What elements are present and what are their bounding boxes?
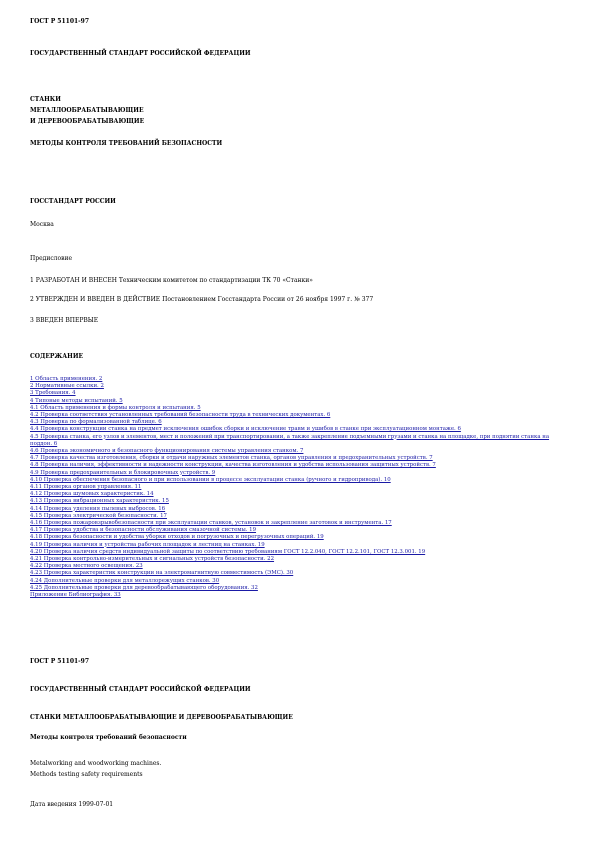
toc-link[interactable]: 4.14 Проверка уделения пылевых выбросов. 16 [30,505,166,512]
toc-link[interactable]: 4.8 Проверка наличия, эффективности и надежности конструкции, качества изготовления и удобства использования защитных устройств. 7 [30,462,436,469]
foreword-item-1: 1 РАЗРАБОТАН И ВНЕСЕН Техническим комитетом по стандартизации ТК 70 «Станки» [30,277,313,284]
toc-link[interactable]: 4.11 Проверка органов управления. 11 [30,484,142,491]
title-line-3: И ДЕРЕВООБРАБАТЫВАЮЩИЕ [30,118,145,125]
toc-link[interactable]: 4.2 Проверка соответствия установленных требований безопасности труда в технических документах. 6 [30,412,331,419]
toc-link[interactable]: 4.20 Проверка наличия средств индивидуальной защиты по соответствию требованиям ГОСТ 12.2.040, ГОСТ 12.2.101, ГОСТ 12.3.001. 19 [30,548,426,555]
toc-link[interactable]: 4.22 Проверка местного освещения. 23 [30,563,143,570]
main-methods: Методы контроля требований безопасности [30,734,187,741]
foreword-item-2: 2 УТВЕРЖДЕН И ВВЕДЕН В ДЕЙСТВИЕ Постановлением Госстандарта России от 26 ноября 1997 г. № 377 [30,296,374,303]
toc-item[interactable] [30,434,565,448]
toc-link[interactable]: 4.10 Проверка обеспечения безопасного и при использовании в процессе эксплуатации станка (ручного и гидропривода). 10 [30,476,391,483]
toc-link[interactable]: 4.15 Проверка электрической безопасности. 17 [30,512,167,519]
toc-link[interactable]: 4.9 Проверка предохранительных и блокировочных устройств. 9 [30,469,216,476]
foreword-heading: Предисловие [30,255,73,262]
toc-item[interactable] [30,484,570,491]
main-doc-number: ГОСТ Р 51101-97 [30,658,90,665]
introduction-date: Дата введения 1999-07-01 [30,801,114,808]
state-standard-heading: ГОСУДАРСТВЕННЫЙ СТАНДАРТ РОССИЙСКОЙ ФЕДЕРАЦИИ [30,50,251,57]
title-line-2: МЕТАЛЛООБРАБАТЫВАЮЩИЕ [30,107,144,114]
toc-item[interactable] [30,462,570,469]
doc-number: ГОСТ Р 51101-97 [30,18,90,25]
toc-item[interactable] [30,426,570,433]
english-title-line-1: Metalworking and woodworking machines. [30,760,162,767]
toc-item[interactable] [30,398,570,405]
toc-link[interactable]: Приложение Библиография. 33 [30,592,121,599]
toc-link[interactable]: 4.5 Проверка станка, его узлов и элементов, мест и положений при транспортировании, а также закрепление подъемными грузами и станка на площадке, при поднятии станка на поддон. 6 [30,433,550,447]
toc-item[interactable] [30,585,570,592]
toc-item[interactable] [30,513,570,520]
toc-item[interactable] [30,542,570,549]
toc-item[interactable] [30,570,570,577]
toc-item[interactable] [30,578,570,585]
title-subtitle: МЕТОДЫ КОНТРОЛЯ ТРЕБОВАНИЙ БЕЗОПАСНОСТИ [30,140,223,147]
toc-item[interactable] [30,383,570,390]
toc-link[interactable]: 4.7 Проверка качества изготовления, сборки и отдачи наружных элементов станка, органов управления и предохранительных устройств. 7 [30,455,433,462]
table-of-contents [30,376,570,599]
toc-link[interactable]: 4.18 Проверка безопасности и удобства уборки отходов и погрузочных и перегрузочных операций. 19 [30,534,324,541]
toc-link[interactable]: 4.13 Проверка вибрационных характеристик. 15 [30,498,169,505]
toc-link[interactable]: 2 Нормативные ссылки. 2 [30,383,104,390]
toc-link[interactable]: 4.6 Проверка экономичного и безопасного функционирования системы управления станком. 7 [30,448,304,455]
title-line-1: СТАНКИ [30,96,61,103]
foreword-item-3: 3 ВВЕДЕН ВПЕРВЫЕ [30,317,99,324]
english-title-line-2: Methods testing safety requirements [30,771,143,778]
toc-item[interactable] [30,534,570,541]
toc-item[interactable] [30,470,570,477]
toc-link[interactable]: 4.17 Проверка удобства и безопасности обслуживания смазочной системы. 19 [30,527,257,534]
toc-item[interactable] [30,477,570,484]
toc-item[interactable] [30,405,570,412]
contents-heading: СОДЕРЖАНИЕ [30,353,84,360]
toc-item[interactable] [30,592,570,599]
toc-link[interactable]: 4.12 Проверка шумовых характеристик. 14 [30,491,154,498]
toc-link[interactable]: 4.24 Дополнительные проверки для металлорежущих станков. 30 [30,577,220,584]
toc-item[interactable] [30,556,570,563]
toc-link[interactable]: 4.16 Проверка пожаровзрывобезопасности при эксплуатации станков, установок и закрепление заготовок и инструмента. 17 [30,520,392,527]
toc-link[interactable]: 3 Требования. 4 [30,390,76,397]
toc-link[interactable]: 4.1 Область применения и формы контроля и испытания. 5 [30,404,201,411]
toc-link[interactable]: 4.25 Дополнительные проверки для деревообрабатывающего оборудования. 32 [30,584,258,591]
toc-link[interactable]: 1 Область применения. 2 [30,376,103,382]
toc-item[interactable] [30,506,570,513]
toc-link[interactable]: 4 Типовые методы испытаний. 5 [30,397,123,404]
toc-item[interactable] [30,498,570,505]
toc-link[interactable]: 4.23 Проверка характеристик конструкции на электромагнитную совместимость (ЭМС). 30 [30,570,294,577]
publisher-city: Москва [30,221,54,228]
publisher-name: ГОССТАНДАРТ РОССИИ [30,198,116,205]
toc-link[interactable]: 4.3 Проверка по формализованной таблице. 6 [30,419,162,426]
toc-link[interactable]: 4.4 Проверка конструкции станка на предмет исключения ошибок сборки и исключение травм и ушибов в станке при эксплуатационном монтаже. 6 [30,426,461,433]
toc-link[interactable]: 4.19 Проверка наличия и устройства рабочих площадок и лестниц на станках. 19 [30,541,265,548]
main-state-standard: ГОСУДАРСТВЕННЫЙ СТАНДАРТ РОССИЙСКОЙ ФЕДЕРАЦИИ [30,686,251,693]
toc-link[interactable]: 4.21 Проверка контрольно-измерительных и сигнальных устройств безопасности. 22 [30,556,275,563]
toc-item[interactable] [30,376,570,383]
toc-item[interactable] [30,390,570,397]
toc-item[interactable] [30,549,570,556]
main-title: СТАНКИ МЕТАЛЛООБРАБАТЫВАЮЩИЕ И ДЕРЕВООБРАБАТЫВАЮЩИЕ [30,714,293,721]
